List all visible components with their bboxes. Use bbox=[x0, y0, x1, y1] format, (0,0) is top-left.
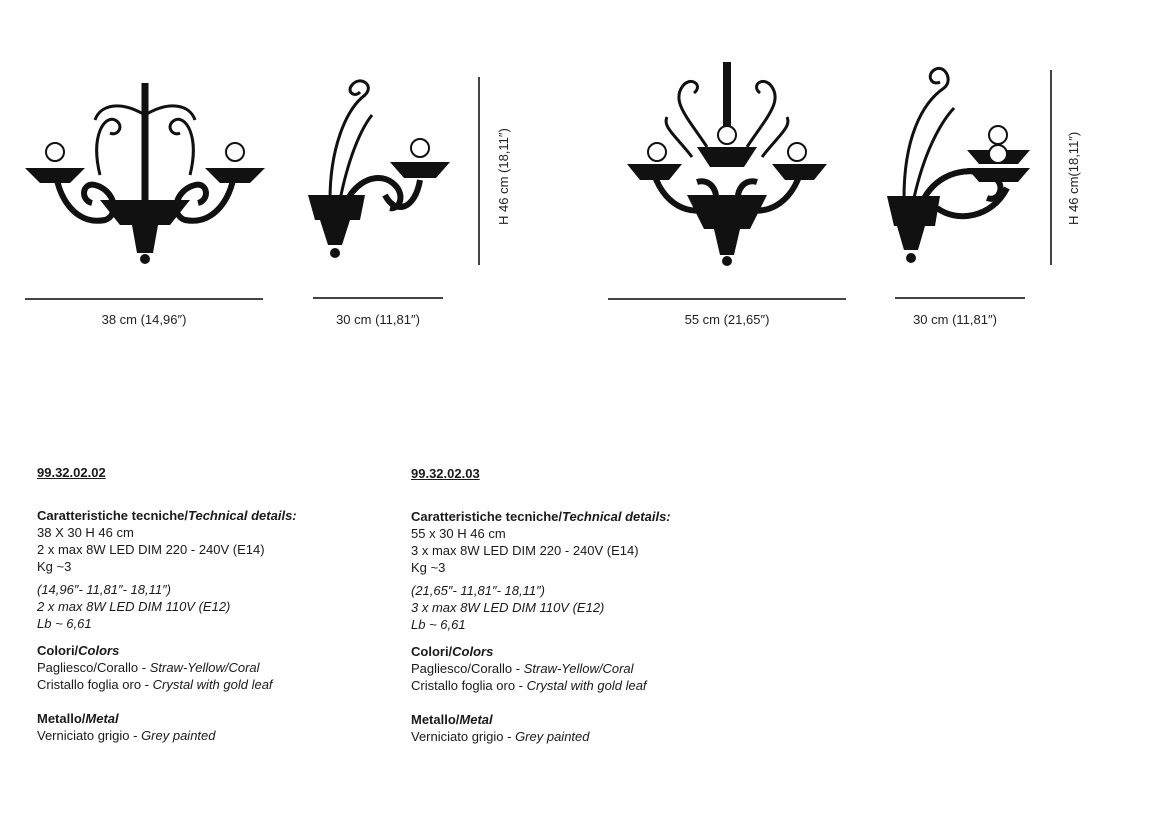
product-code: 99.32.02.02 bbox=[37, 465, 106, 480]
colors-heading: Colori/Colors bbox=[37, 643, 120, 658]
weight-kg: Kg ~3 bbox=[411, 560, 446, 575]
lamp-spec-imperial: 2 x max 8W LED DIM 110V (E12) bbox=[37, 599, 231, 614]
metal-heading: Metallo/Metal bbox=[37, 711, 119, 726]
lamp-spec-metric: 2 x max 8W LED DIM 220 - 240V (E14) bbox=[37, 542, 265, 557]
width-label: 30 cm (11,81″) bbox=[913, 312, 997, 327]
tech-details-heading: Caratteristiche tecniche/Technical details: bbox=[411, 509, 671, 524]
dimensions-metric: 38 X 30 H 46 cm bbox=[37, 525, 134, 540]
product-spec-99-32-02-02 bbox=[37, 464, 397, 744]
lamp-spec-imperial: 3 x max 8W LED DIM 110V (E12) bbox=[411, 600, 605, 615]
chandelier-2-arm-side-drawing bbox=[300, 70, 460, 270]
chandelier-3-arm-front-drawing bbox=[622, 57, 832, 267]
colors-heading: Colori/Colors bbox=[411, 644, 494, 659]
color-option: Cristallo foglia oro - Crystal with gold leaf bbox=[37, 677, 273, 692]
height-dimension-line bbox=[478, 77, 480, 265]
lamp-spec-metric: 3 x max 8W LED DIM 220 - 240V (E14) bbox=[411, 543, 639, 558]
product-code: 99.32.02.03 bbox=[411, 466, 480, 481]
width-dimension-line bbox=[25, 298, 263, 300]
dimensions-imperial: (14,96″- 11,81″- 18,11″) bbox=[37, 582, 172, 597]
height-label: H 46 cm (18,11″) bbox=[496, 128, 511, 225]
product-spec-99-32-02-03 bbox=[411, 465, 771, 745]
metal-finish: Verniciato grigio - Grey painted bbox=[37, 728, 216, 743]
width-dimension-line bbox=[313, 297, 443, 299]
height-label: H 46 cm(18,11″) bbox=[1066, 131, 1081, 225]
color-option: Cristallo foglia oro - Crystal with gold leaf bbox=[411, 678, 647, 693]
metal-finish: Verniciato grigio - Grey painted bbox=[411, 729, 590, 744]
width-label: 30 cm (11,81″) bbox=[336, 312, 420, 327]
chandelier-3-arm-side-drawing bbox=[882, 58, 1042, 268]
chandelier-2-arm-front-drawing bbox=[20, 75, 270, 270]
width-dimension-line bbox=[608, 298, 846, 300]
color-option: Pagliesco/Corallo - Straw-Yellow/Coral bbox=[37, 660, 260, 675]
weight-lb: Lb ~ 6,61 bbox=[411, 617, 466, 632]
metal-heading: Metallo/Metal bbox=[411, 712, 493, 727]
dimensions-imperial: (21,65″- 11,81″- 18,11″) bbox=[411, 583, 546, 598]
height-dimension-line bbox=[1050, 70, 1052, 265]
tech-details-heading: Caratteristiche tecniche/Technical details: bbox=[37, 508, 297, 523]
width-label: 55 cm (21,65″) bbox=[684, 312, 770, 327]
width-label: 38 cm (14,96″) bbox=[101, 312, 187, 327]
width-dimension-line bbox=[895, 297, 1025, 299]
weight-kg: Kg ~3 bbox=[37, 559, 72, 574]
weight-lb: Lb ~ 6,61 bbox=[37, 616, 92, 631]
dimensions-metric: 55 x 30 H 46 cm bbox=[411, 526, 506, 541]
color-option: Pagliesco/Corallo - Straw-Yellow/Coral bbox=[411, 661, 634, 676]
